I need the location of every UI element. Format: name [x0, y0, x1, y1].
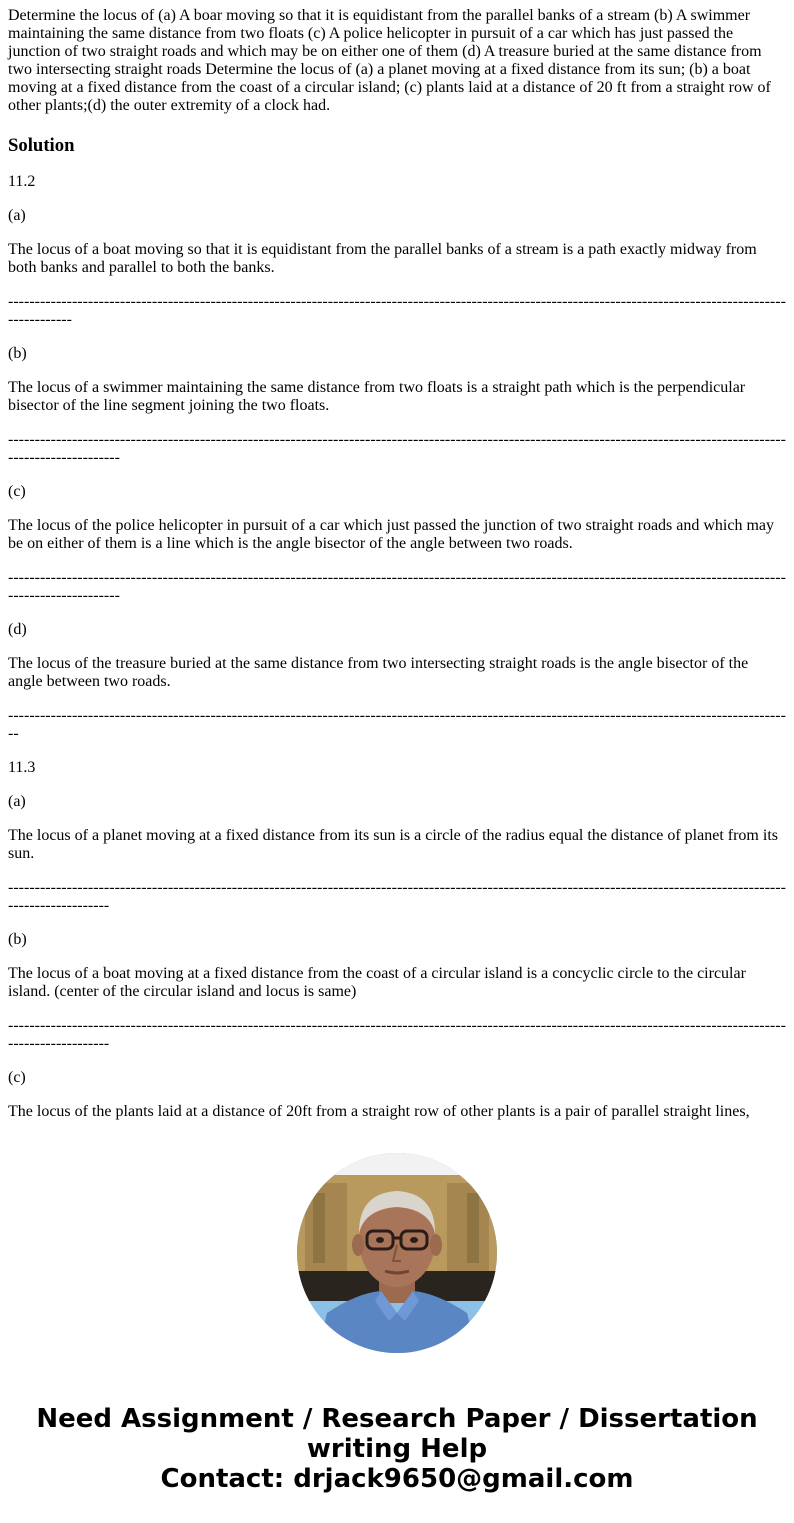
document-content — [8, 7, 786, 1121]
solution-paragraph: (d) — [8, 621, 27, 638]
solution-paragraph: (a) — [8, 793, 26, 810]
separator-line: --------------------------------------------------------------------------------------------------------------------------------------------------------------------- — [8, 1017, 786, 1052]
promo-line-2: writing Help — [306, 1434, 488, 1464]
promo-contact: Contact: drjack9650@gmail.com — [160, 1464, 634, 1494]
promo-footer — [0, 1404, 794, 1494]
solution-paragraph: The locus of the plants laid at a distance of 20ft from a straight row of other plants is a pair of parallel straight lines, — [8, 1103, 750, 1120]
author-portrait-icon — [297, 1153, 497, 1353]
separator-line: ----------------------------------------------------------------------------------------------------------------------------------------------------------------------- — [8, 431, 786, 466]
solution-paragraph: (c) — [8, 483, 26, 500]
separator-line: ---------------------------------------------------------------------------------------------------------------------------------------------------- — [8, 707, 786, 742]
solution-paragraph: The locus of the police helicopter in pursuit of a car which just passed the junction of two straight roads and which may be on either of them is a line which is the angle bisector of the angle between two roads. — [8, 517, 775, 552]
promo-line-1: Need Assignment / Research Paper / Dissertation — [36, 1404, 758, 1434]
solution-paragraph: The locus of a boat moving so that it is equidistant from the parallel banks of a stream is a path exactly midway from both banks and parallel to both the banks. — [8, 241, 757, 276]
separator-line: --------------------------------------------------------------------------------------------------------------------------------------------------------------------- — [8, 879, 786, 914]
author-avatar — [297, 1153, 497, 1353]
solution-paragraph: (c) — [8, 1069, 26, 1086]
separator-line: -------------------------------------------------------------------------------------------------------------------------------------------------------------- — [8, 293, 786, 328]
separator-line: ----------------------------------------------------------------------------------------------------------------------------------------------------------------------- — [8, 569, 786, 604]
solution-paragraph: 11.2 — [8, 173, 36, 190]
solution-paragraph: The locus of a boat moving at a fixed distance from the coast of a circular island is a concyclic circle to the circular island. (center of the circular island and locus is same) — [8, 965, 746, 1000]
solution-paragraph: (b) — [8, 931, 27, 948]
solution-paragraph: 11.3 — [8, 759, 36, 776]
solution-paragraph: (a) — [8, 207, 26, 224]
solution-paragraph: (b) — [8, 345, 27, 362]
solution-body — [8, 173, 786, 1121]
solution-paragraph: The locus of a swimmer maintaining the same distance from two floats is a straight path which is the perpendicular bisector of the line segment joining the two floats. — [8, 379, 746, 414]
solution-paragraph: The locus of the treasure buried at the same distance from two intersecting straight roads is the angle bisector of the angle between two roads. — [8, 655, 749, 690]
solution-paragraph: The locus of a planet moving at a fixed distance from its sun is a circle of the radius equal the distance of planet from its sun. — [8, 827, 778, 862]
question-text: Determine the locus of (a) A boar moving so that it is equidistant from the parallel banks of a stream (b) A swimmer maintaining the same distance from two floats (c) A police helicopter in pursuit of a car which has just passed the junction of two straight roads and which may be on either one of them (d) A treasure buried at the same distance from two intersecting straight roads Determine the locus of (a) a planet moving at a fixed distance from its sun; (b) a boat moving at a fixed distance from the coast of a circular island; (c) plants laid at a distance of 20 ft from a straight row of other plants;(d) the outer extremity of a clock had. — [8, 7, 771, 114]
solution-heading: Solution — [8, 135, 75, 156]
